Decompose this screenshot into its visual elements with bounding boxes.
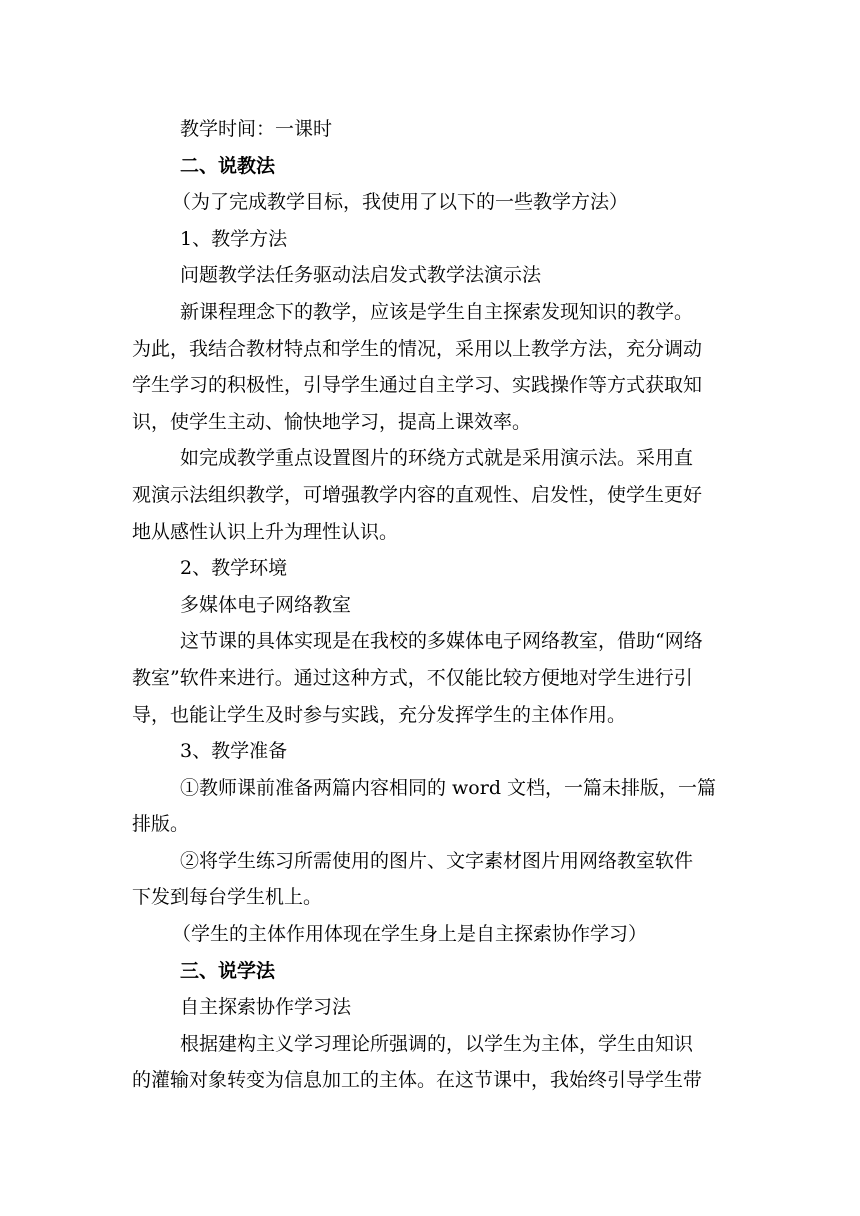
paragraph-line: 如完成教学重点设置图片的环绕方式就是采用演示法。采用直: [180, 447, 694, 470]
paragraph-line: 地从感性认识上升为理性认识。: [132, 520, 399, 543]
paragraph-line: 根据建构主义学习理论所强调的，以学生为主体，学生由知识: [180, 1032, 694, 1055]
paragraph-constructivism: [132, 1026, 730, 1099]
teaching-time-line: 教学时间：一课时: [180, 118, 333, 140]
paragraph-network-classroom: [132, 623, 730, 733]
paragraph-line: 新课程理念下的教学，应该是学生自主探索发现知识的教学。: [180, 300, 694, 323]
paragraph-line: 识，使学生主动、愉快地学习，提高上课效率。: [132, 410, 532, 433]
paragraph-line: 观演示法组织教学，可增强教学内容的直观性、启发性，使学生更好: [132, 483, 703, 506]
paragraph-line: 下发到每台学生机上。: [132, 886, 323, 909]
student-subject-note: （学生的主体作用体现在学生身上是自主探索协作学习）: [172, 923, 648, 946]
section-heading-learning-method: 三、说学法: [180, 959, 276, 982]
paragraph-line: ①教师课前准备两篇内容相同的 word 文档，一篇未排版，一篇: [180, 776, 717, 799]
teaching-environment-value: 多媒体电子网络教室: [180, 593, 352, 616]
teaching-methods-list: 问题教学法任务驱动法启发式教学法演示法: [180, 264, 542, 287]
paragraph-line: 导，也能让学生及时参与实践，充分发挥学生的主体作用。: [132, 703, 627, 726]
paragraph-line: 教室”软件来进行。通过这种方式，不仅能比较方便地对学生进行引: [132, 666, 693, 689]
paragraph-new-curriculum: [132, 294, 730, 440]
paragraph-line: 的灌输对象转变为信息加工的主体。在这节课中，我始终引导学生带: [132, 1069, 703, 1092]
teaching-method-note: （为了完成教学目标，我使用了以下的一些教学方法）: [172, 191, 629, 214]
subheading-teaching-environment: 2、教学环境: [180, 557, 288, 580]
section-heading-teaching-method: 二、说教法: [180, 154, 276, 177]
paragraph-line: 为此，我结合教材特点和学生的情况，采用以上教学方法，充分调动: [132, 337, 703, 360]
paragraph-line: 这节课的具体实现是在我校的多媒体电子网络教室，借助“网络: [180, 630, 703, 653]
paragraph-line: ②将学生练习所需使用的图片、文字素材图片用网络教室软件: [180, 849, 694, 872]
learning-method-value: 自主探索协作学习法: [180, 996, 352, 1019]
preparation-item-2: [132, 843, 730, 916]
preparation-item-1: [132, 770, 730, 843]
subheading-teaching-preparation: 3、教学准备: [180, 740, 288, 763]
paragraph-line: 排版。: [132, 813, 190, 836]
subheading-teaching-methods: 1、教学方法: [180, 227, 288, 250]
paragraph-line: 学生学习的积极性，引导学生通过自主学习、实践操作等方式获取知: [132, 374, 703, 397]
paragraph-demonstration: [132, 440, 730, 550]
document-body: [132, 111, 730, 1099]
